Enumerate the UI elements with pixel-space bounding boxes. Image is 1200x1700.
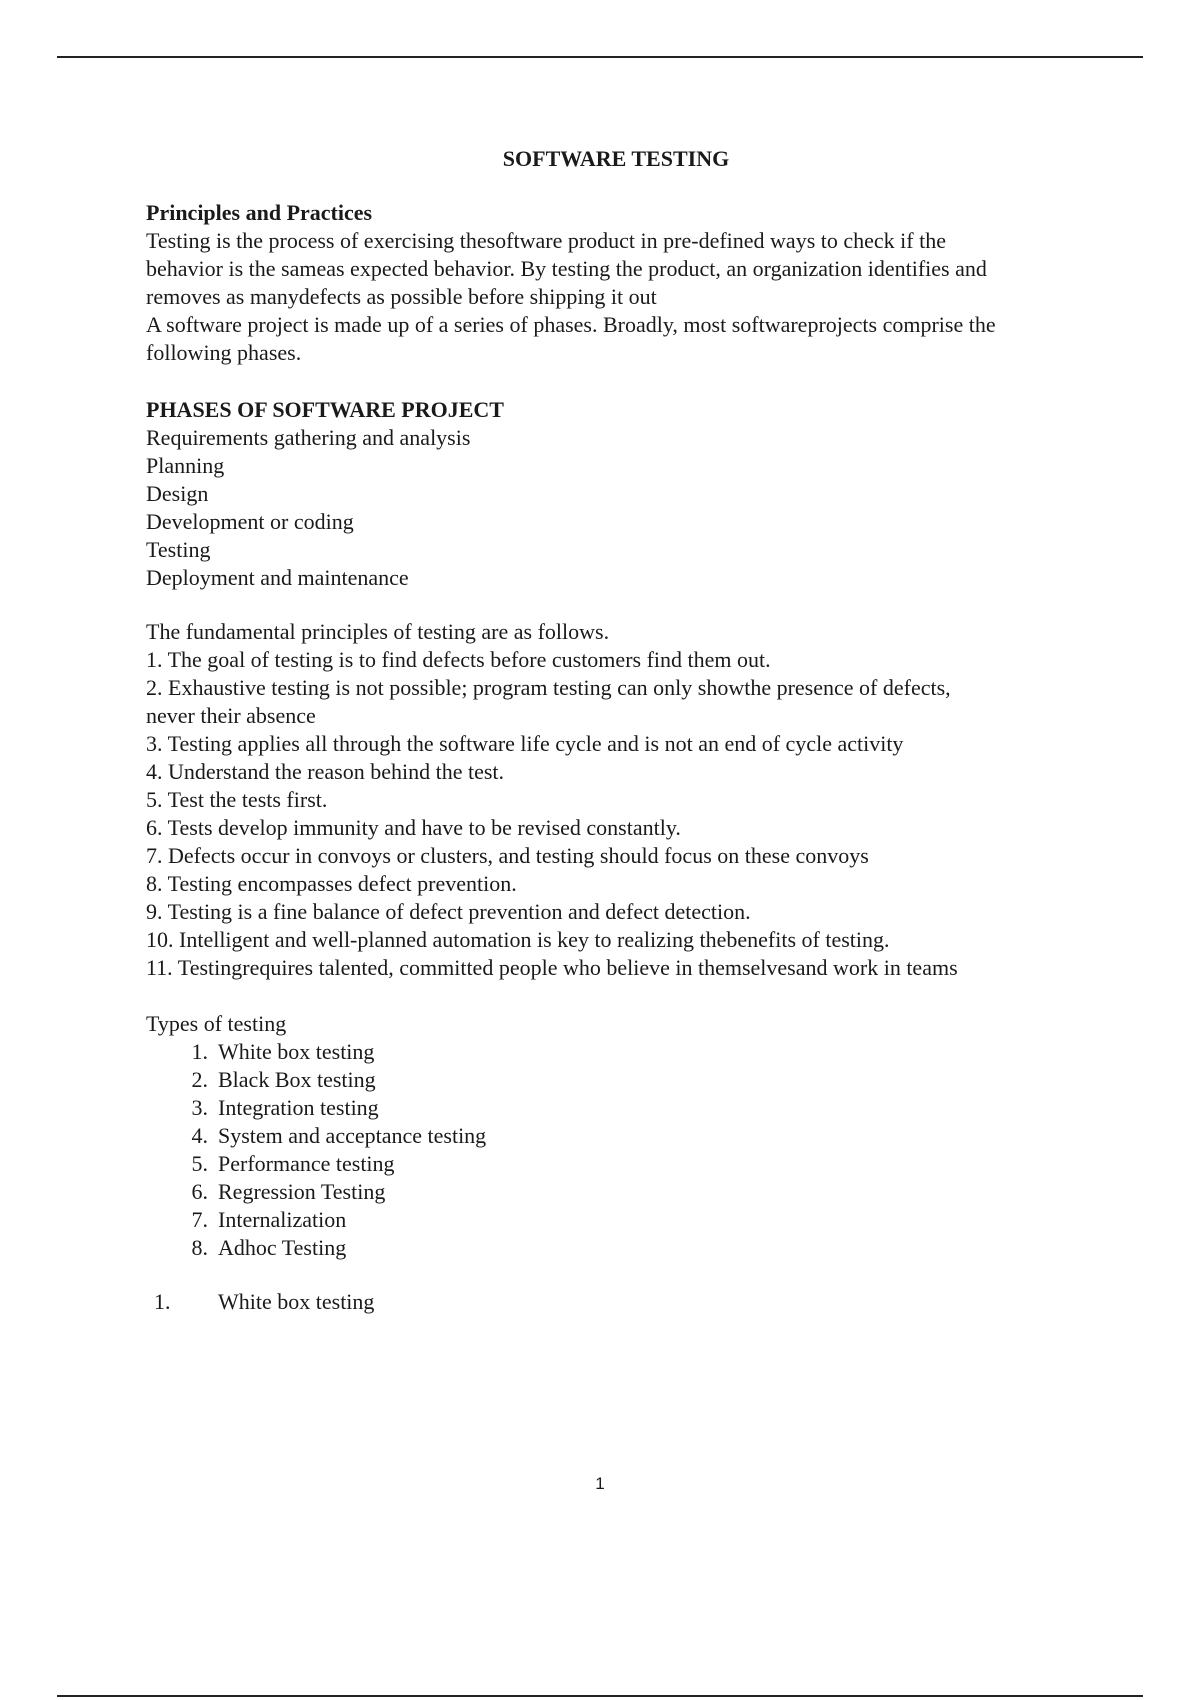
types-section	[146, 1010, 1096, 1262]
principle-line: 3. Testing applies all through the software life cycle and is not an end of cycle activity	[146, 731, 904, 756]
footer-rule	[57, 1695, 1143, 1697]
list-number: 7.	[191, 1207, 208, 1232]
phase-item: Development or coding	[146, 509, 354, 534]
types-list-item	[146, 1122, 1096, 1150]
principles-line: A software project is made up of a series of phases. Broadly, most softwareprojects comprise the	[146, 312, 996, 337]
list-label: Performance testing	[218, 1151, 395, 1176]
principles-paragraph	[146, 227, 1096, 367]
principle-line: 1. The goal of testing is to find defects before customers find them out.	[146, 647, 771, 672]
types-list-item	[146, 1206, 1096, 1234]
document-title: SOFTWARE TESTING	[502, 146, 730, 171]
types-list-item	[146, 1178, 1096, 1206]
list-label: Integration testing	[218, 1095, 379, 1120]
types-list-item	[146, 1234, 1096, 1262]
types-list-item	[146, 1094, 1096, 1122]
list-label: System and acceptance testing	[218, 1123, 487, 1148]
fundamental-principles-section	[146, 618, 1096, 982]
list-label: Black Box testing	[218, 1067, 376, 1092]
phase-item: Design	[146, 481, 209, 506]
list-label: White box testing	[218, 1039, 375, 1064]
principles-section	[146, 199, 1096, 367]
phase-item: Deployment and maintenance	[146, 565, 409, 590]
types-list	[146, 1038, 1096, 1262]
subsection-heading	[146, 1288, 374, 1316]
principle-line: 11. Testingrequires talented, committed people who believe in themselvesand work in teams	[146, 955, 958, 980]
list-number: 3.	[191, 1095, 208, 1120]
phase-item: Testing	[146, 537, 211, 562]
principle-line: 9. Testing is a fine balance of defect prevention and defect detection.	[146, 899, 751, 924]
subsection-label: White box testing	[218, 1289, 375, 1314]
principle-line: 2. Exhaustive testing is not possible; program testing can only showthe presence of defects,	[146, 675, 951, 700]
phases-heading: PHASES OF SOFTWARE PROJECT	[146, 397, 504, 422]
list-label: Internalization	[218, 1207, 347, 1232]
principles-line: behavior is the sameas expected behavior. By testing the product, an organization identifies and	[146, 256, 987, 281]
principles-line: removes as manydefects as possible before shipping it out	[146, 284, 657, 309]
types-heading: Types of testing	[146, 1011, 287, 1036]
phases-section	[146, 396, 1096, 592]
types-list-item	[146, 1038, 1096, 1066]
list-number: 6.	[191, 1179, 208, 1204]
list-label: Adhoc Testing	[218, 1235, 347, 1260]
types-list-item	[146, 1150, 1096, 1178]
phase-item: Requirements gathering and analysis	[146, 425, 471, 450]
principle-line: 4. Understand the reason behind the test.	[146, 759, 505, 784]
types-list-item	[146, 1066, 1096, 1094]
list-number: 1.	[191, 1039, 208, 1064]
principle-line: 6. Tests develop immunity and have to be revised constantly.	[146, 815, 681, 840]
list-label: Regression Testing	[218, 1179, 386, 1204]
page-number: 1	[595, 1474, 605, 1493]
principle-line: never their absence	[146, 703, 316, 728]
fundamental-intro: The fundamental principles of testing are as follows.	[146, 619, 610, 644]
principles-line: following phases.	[146, 340, 302, 365]
principle-line: 5. Test the tests first.	[146, 787, 328, 812]
header-rule	[57, 56, 1143, 58]
principles-heading: Principles and Practices	[146, 200, 373, 225]
list-number: 4.	[191, 1123, 208, 1148]
principle-line: 10. Intelligent and well-planned automation is key to realizing thebenefits of testing.	[146, 927, 890, 952]
list-number: 5.	[191, 1151, 208, 1176]
subsection-number: 1.	[154, 1289, 171, 1314]
principle-line: 7. Defects occur in convoys or clusters, and testing should focus on these convoys	[146, 843, 869, 868]
list-number: 8.	[191, 1235, 208, 1260]
list-number: 2.	[191, 1067, 208, 1092]
principle-line: 8. Testing encompasses defect prevention.	[146, 871, 517, 896]
principles-line: Testing is the process of exercising thesoftware product in pre-defined ways to check if the	[146, 228, 946, 253]
phase-item: Planning	[146, 453, 225, 478]
